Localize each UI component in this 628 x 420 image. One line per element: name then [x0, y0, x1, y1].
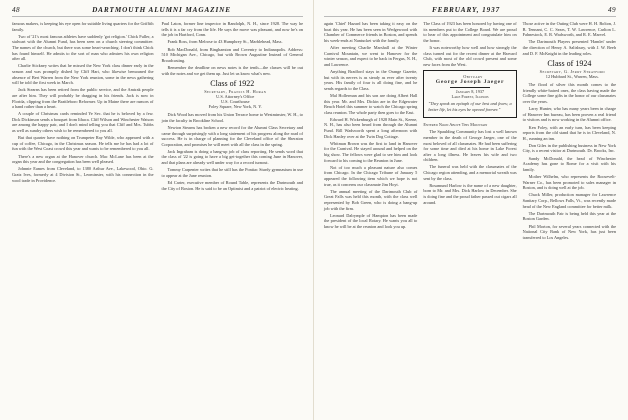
paragraph: Rosamund Harlow is the name of a new daughter, born to Mr. and Mrs. Dick Harlow in December. She is doing fine and the proud father passed out cigars all around.: [423, 182, 517, 205]
paragraph: Paul Laton, former line inspector in Randolph, N. H., since 1928. The way he tells it is a far cry from the life. He says the move was pleasant, and now he's on the job in Hartford, Conn.: [161, 21, 303, 38]
paragraph: The flood of silver this month comes to the friendly white-haired ones, the class having made the College some fine gifts in the honor of our classmates over the years.: [522, 82, 616, 104]
paragraph: Dick Wood has moved from his Union Terrace home to Westminster, W. H., to join the faculty in Brookline School.: [161, 112, 303, 123]
paragraph: The annual meeting of the Dartmouth Club of Great Falls was held this month, with the class well represented by Bob Green, who is doing a bang-up job with the firm.: [324, 188, 418, 211]
paragraph: The Dartmouth Players presented 'Hamlet' under the direction of Henry A. Salisbury, with J. W. Beeh and D. F. McKnight in the leading roles.: [522, 39, 616, 56]
left-columns: [12, 21, 303, 193]
paragraph: But that quarter have nothing on Trumpeter Ray Wilde, who appeared with a cup of coffee, Chicago, in the Christmas season. He tells me he has had a lot of fun with the West Coast crowd this year and wants to be remembered to you all.: [12, 135, 154, 152]
paragraph: Newton Stearns has broken a new record for the Alumni Class Secretary and came through surprisingly with a long statement of his progress along the road of success. He is in charge of planning for the Cleveland office of the Sheraton Corporation, and promises he will meet with all the class in the spring.: [161, 124, 303, 147]
paragraph: again 'Chief' Hazard has been taking it easy on the boat this year. He has been seen in Wedgewood with Chamber of Commerce friends in Boston, and spends his week-ends at Nantucket with the family.: [324, 21, 418, 43]
paragraph: A couple of Christmas cards reminded Ye Sec. that he is beloved by a few. Dick Dickinson sends a bouquet from Ithaca. Cliff Wilson and Winchester Watson are among the happy pair, and I don't mind telling you that Cliff and Mrs. Tubbs as well as sundry others wish to be remembered to you all.: [12, 111, 154, 134]
paragraph: The funeral was held with the classmates of the Chicago region attending, and a memorial wreath was sent by the class.: [423, 164, 517, 181]
left-column-2: [162, 21, 304, 193]
paragraph: Leonard Dalrymple of Hampton has been made the president of the local Rotary. He wants you all to know he will be at the reunion and look you up.: [324, 212, 418, 229]
paragraph: After meeting Charlie Marshall at the Winter Carnival Mountain, we went to Hanover for the winter season, and expect to be back in Fergus, N. H., and Lawrence.: [324, 44, 418, 67]
paragraph: Bob MacDonald, from Binghamton and Coventry to Indianapolis. Address: 510 Michigan Ave., Chicago, but with Brown Augustine Instead of General Broadcasting.: [161, 46, 303, 63]
obituary-label: Obituary: [463, 74, 483, 80]
magazine-title: DARTMOUTH ALUMNI MAGAZINE: [92, 6, 231, 14]
right-column-1: [324, 21, 417, 242]
paragraph: The Spaulding Community has lost a well known member in the death of George Jaeger, one of the most beloved of all classmates. He had been suffering for some time and died at his home in Lake Forest after a long illness. He leaves his wife and two children.: [423, 129, 517, 163]
paragraph: Mother Wilhelm, who represents the Roosevelt-Warner Co., has been promoted to sales manager in Boston, and is doing well at the job.: [522, 174, 616, 191]
left-column-1: [12, 21, 154, 193]
paragraph: It was noteworthy how well and how strongly the class turned out for the recent dinner at the Harvard Club, with most of the old crowd present and some new faces from the West.: [423, 44, 517, 67]
paragraph: Charlie Stickney writes that he missed the New York class dinner early in the season and was promptly dished by Cliff Hart, who likewise bemoaned the absence of Bert Warren from the New York reunion, some in the news gathering will be told the first week in March.: [12, 63, 154, 86]
page-number-right: 49: [608, 6, 616, 14]
running-head-right: [324, 6, 616, 17]
right-column-2: [423, 21, 516, 242]
paragraph: The Dartmouth Fair is being held this year at the Boston Garden.: [522, 210, 616, 222]
class-heading-1924: Class of 1924: [547, 59, 592, 69]
secretary-address-line: U.S. Courthouse: [220, 99, 250, 105]
class-secretary: Secretary, G. Jerry Stratford: [539, 69, 605, 75]
paragraph: Anything Bradford stays in the Orange Gazette, but with its nerves is as steady as ever after twenty years. His family of four is all doing fine, and he sends regards to the Class.: [324, 68, 418, 91]
paragraph: Frank Ross, from Melrose to 43 Humphrey St., Marblehead, Mass.: [167, 39, 283, 45]
paragraph: Jack Stearns has been retired from the public service, and the Amtrak people are after him. They will probably be dragging in his friends. Jack is now in Florida, clipping from the Brattleboro Reformer. Up in Maine there are rumors of a hand rather than a heart.: [12, 87, 154, 110]
paragraph: Sandy McDonald, the head of Winchester Academy has gone to Rome for a visit with his family.: [522, 155, 616, 172]
paragraph: Chuck Miller, production manager for Lawrence Sanitary Corp., Bellows Falls, Vt., was recently made head of the New England committee for better milk.: [522, 192, 616, 209]
paragraph: Mal Hollerman and his son are doing Albert Hall this year. Mr. and Mrs. Dickin are in the Edgewater Beach Hotel this summer to watch the Chicago spring class reunion. The whole party then goes to the East.: [324, 92, 418, 115]
issue-date: FEBRUARY, 1937: [431, 6, 501, 14]
right-columns: [324, 21, 616, 242]
obituary-name: George Joseph Jaeger: [435, 79, 505, 86]
paragraph: Remember the deadline on news notes is the tenth—the classes will be out with the notes and we get them up. Just let us know what's new.: [161, 64, 303, 76]
paragraph: Tommy Carpenter writes that he still has the Pontiac Sturdy gymnasium in use to appear at the June reunion.: [161, 167, 303, 178]
obituary-box: [423, 70, 516, 118]
obituary-date: January 8, 1937: [455, 89, 485, 95]
obituary-lead: Entered Noon Above This Mountain: [423, 122, 488, 128]
paragraph: Phil Morton, for several years connected with the National City Bank of New York, has just been transferred to Los Angeles.: [522, 223, 616, 240]
secretary-address-line: Foley Square, New York, N. Y.: [208, 104, 262, 110]
secretary-address-line: 12 Hubbard St., Warren, Mass.: [545, 74, 599, 80]
class-secretary: Secretary, Francis H. Horan: [204, 89, 267, 95]
paragraph: There's a new organ at the Hanover church. Mac McLane has been at the organ this year and the congregation has been well pleased.: [12, 153, 154, 165]
right-column-3: [523, 21, 616, 242]
paragraph: famous makers, is keeping his eye open for suitable living quarters for the Griffith family.: [12, 21, 154, 32]
paragraph: Larry Hunter, who has many years been in charge of Hanover Inn bureau, has been proven a real friend to visitors and is now working in the Alumni office.: [522, 106, 616, 123]
obituary-quote: "They speak an epitaph of our best and fears; a better life, let his eyes be opened forever.": [428, 101, 512, 112]
secretary-address-line: U.S. Attorney's Office: [216, 94, 255, 100]
running-head-left: [12, 6, 303, 17]
paragraph: Jack Ingraham is doing a bang-up job of class reporting. He sends word that the class of '22 is going to have a big get-together this coming June in Hanover, and that plans are already well under way for a record turnout.: [161, 148, 303, 166]
paragraph: Those active in the Outing Club were H. H. Bolton, J. B. Tennant, C. C. Sears, T. W. Lawrence, Carlton L. Fahnestock, E. R. Wadsworth, and R. E. Marvel.: [522, 21, 616, 38]
paragraph: Ken Foley, with an early turn, has been keeping reports from the old stand that he is in Cleveland, N. H., running an inn.: [522, 124, 616, 141]
paragraph: Not of too much a pleasant nature also comes from Chicago. In the Chicago Tribune of January 5 appeared the following item which we hope is not true, as it concerns our classmate Jim Hoyt.: [324, 164, 418, 187]
obituary-place: Lake Forest, Illinois: [451, 94, 489, 100]
paragraph: Edward H. Wickenburgh of 1928 Main St., Keene, N. H., has also been heard from through the Alumni Fund. Bill Wadsworth spent a long afternoon with Dick Hanley over at the Twin Dog Cottage.: [324, 116, 418, 139]
paragraph: Don Giles in the publishing business in New York City, is a recent visitor at Dartmouth. Dr. Brooks, Inc.: [522, 142, 616, 154]
paragraph: Two of '21's most famous athletes have suddenly 'got religion.' Chick Fuller, a stalwart with the Alumni Fund, has been seen on a church steering committee. The names of the church, but there was some heart-searching. I don't think Chick has found himself. He admits to the sort of man who admires his own religion after all.: [12, 33, 154, 62]
paragraph: Johnnie Eames from Cleveland, to 1380 Arthur Ave., Lakewood, Ohio. G. Gratz Ives, formerly at 4 Division St., Leominster, with his connection in the wool trade in Providence.: [12, 166, 154, 183]
class-heading-1922: Class of 1922: [210, 79, 255, 89]
page-number-left: 48: [12, 6, 20, 14]
right-page: [314, 0, 628, 420]
paragraph: Whitman Brown was the first to land in Hanover for the Carnival. He stayed around and helped on the big show. The fellows were glad to see him and look forward to his coming to the Reunion in June.: [324, 140, 418, 163]
paragraph: The Class of 1923 has been honored by having one of its members put to the College Board. We are proud to hear of this appointment and congratulate him on the honor.: [423, 21, 517, 43]
paragraph: Ed Carter, executive member of Round Table, represents the Dartmouth and the City of Boston. He is said to be an Optimist and a patriot of electric heating.: [161, 180, 303, 191]
